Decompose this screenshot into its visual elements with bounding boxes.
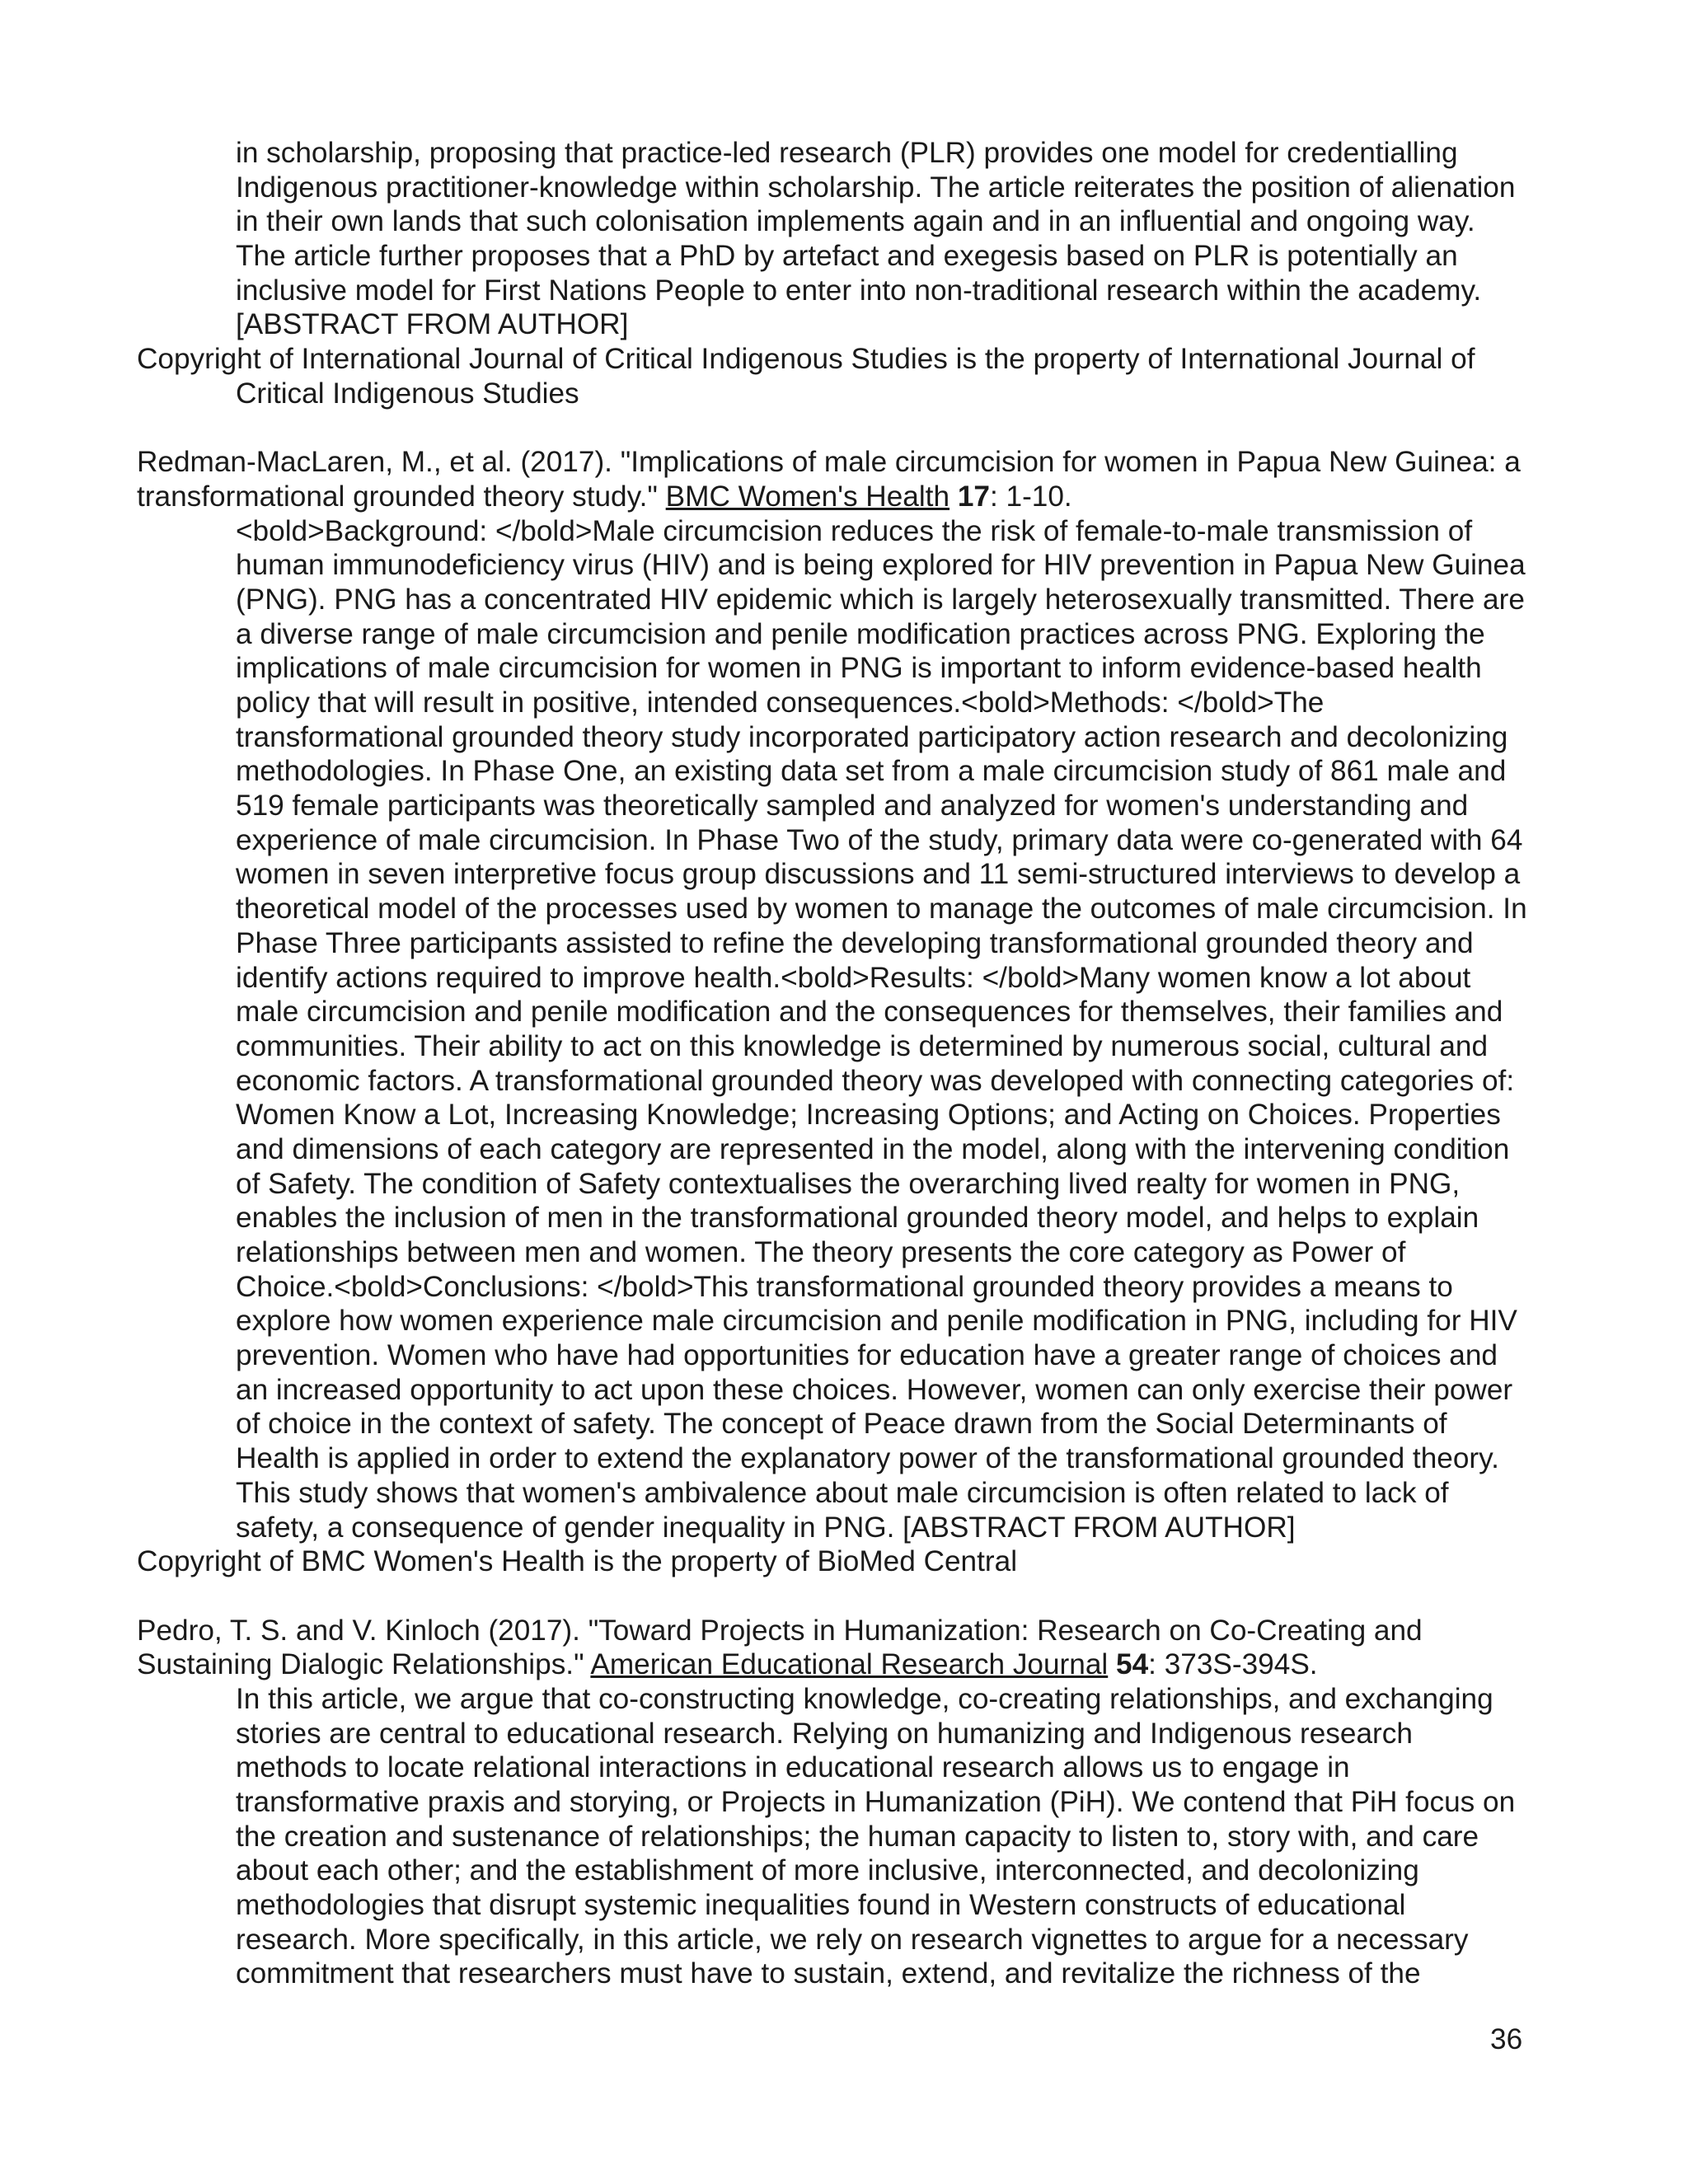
journal-title: BMC Women's Health — [665, 480, 950, 513]
copyright-notice: Copyright of BMC Women's Health is the property of BioMed Central — [137, 1545, 1018, 1578]
abstract-line: <bold>Background: </bold>Male circumcision reduces the risk of female-to-male transmission of — [236, 514, 1473, 547]
abstract-line: methodologies that disrupt systemic inequalities found in Western constructs of educational — [236, 1889, 1406, 1922]
abstract-line: communities. Their ability to act on this knowledge is determined by numerous social, cultural and — [236, 1029, 1489, 1062]
abstract-line: explore how women experience male circumcision and penile modification in PNG, including for HIV — [236, 1305, 1517, 1338]
abstract-line: Indigenous practitioner-knowledge within scholarship. The article reiterates the position of alienation — [236, 171, 1516, 204]
abstract-line: and dimensions of each category are represented in the model, along with the intervening condition — [236, 1132, 1510, 1165]
citation-text: transformational grounded theory study." — [137, 480, 666, 513]
abstract-line: This study shows that women's ambivalence about male circumcision is often related to lack of — [236, 1476, 1449, 1509]
abstract-line: human immunodeficiency virus (HIV) and is being explored for HIV prevention in Papua New Guinea — [236, 549, 1526, 582]
reference-continuation — [137, 136, 1571, 411]
page-number: 36 — [1490, 2023, 1523, 2055]
copyright-notice-continued: Critical Indigenous Studies — [236, 377, 579, 410]
copyright-notice: Copyright of International Journal of Critical Indigenous Studies is the property of International Journal of — [137, 343, 1475, 376]
abstract-line: prevention. Women who have had opportunities for education have a greater range of choices and — [236, 1339, 1498, 1372]
abstract-line: (PNG). PNG has a concentrated HIV epidemic which is largely heterosexually transmitted. There are — [236, 583, 1525, 616]
spacer — [137, 411, 1571, 446]
abstract-line: economic factors. A transformational grounded theory was developed with connecting categories of: — [236, 1064, 1515, 1097]
abstract-line: a diverse range of male circumcision and penile modification practices across PNG. Exploring the — [236, 617, 1485, 650]
abstract-line: relationships between men and women. The theory presents the core category as Power of — [236, 1236, 1406, 1268]
abstract-line: implications of male circumcision for women in PNG is important to inform evidence-based health — [236, 652, 1482, 685]
page-range: : 1-10. — [989, 480, 1072, 513]
abstract-line: male circumcision and penile modification and the consequences for themselves, their families and — [236, 996, 1503, 1029]
citation-space — [1108, 1648, 1116, 1680]
abstract-line: women in seven interpretive focus group discussions and 11 semi-structured interviews to develop a — [236, 858, 1521, 891]
citation-line — [137, 1647, 1571, 1682]
abstract-line: commitment that researchers must have to sustain, extend, and revitalize the richness of the — [236, 1957, 1421, 1990]
abstract-line: transformational grounded theory study incorporated participatory action research and decolonizing — [236, 720, 1508, 753]
abstract-line: [ABSTRACT FROM AUTHOR] — [236, 308, 629, 341]
abstract-line: theoretical model of the processes used by women to manage the outcomes of male circumcision. In — [236, 893, 1527, 926]
abstract-line: policy that will result in positive, intended consequences.<bold>Methods: </bold>The — [236, 687, 1325, 719]
abstract-line: Women Know a Lot, Increasing Knowledge; Increasing Options; and Acting on Choices. Properties — [236, 1099, 1501, 1132]
citation-line: Redman-MacLaren, M., et al. (2017). "Implications of male circumcision for women in Papua New Guinea: a — [137, 446, 1521, 479]
abstract-line: in scholarship, proposing that practice-led research (PLR) provides one model for credentialling — [236, 137, 1458, 169]
abstract-line: an increased opportunity to act upon these choices. However, women can only exercise their power — [236, 1373, 1513, 1406]
abstract-line: In this article, we argue that co-constructing knowledge, co-creating relationships, and exchanging — [236, 1682, 1493, 1715]
document-page — [137, 136, 1571, 1991]
abstract-line: of Safety. The condition of Safety contextualises the overarching lived realty for women in PNG, — [236, 1167, 1461, 1200]
abstract — [137, 1682, 1571, 1991]
abstract-line: 519 female participants was theoretically sampled and analyzed for women's understanding and — [236, 790, 1469, 823]
volume-number: 17 — [957, 480, 990, 513]
abstract-line: the creation and sustenance of relationships; the human capacity to listen to, story with, and care — [236, 1820, 1479, 1853]
citation-space — [950, 480, 958, 513]
abstract-line: methodologies. In Phase One, an existing data set from a male circumcision study of 861 male and — [236, 755, 1507, 788]
abstract-line: identify actions required to improve health.<bold>Results: </bold>Many women know a lot about — [236, 961, 1471, 994]
abstract-line: enables the inclusion of men in the transformational grounded theory model, and helps to explain — [236, 1202, 1479, 1235]
citation-line — [137, 480, 1571, 514]
abstract-line: about each other; and the establishment of more inclusive, interconnected, and decolonizing — [236, 1854, 1419, 1887]
abstract-line: experience of male circumcision. In Phase Two of the study, primary data were co-generated with 64 — [236, 823, 1523, 856]
citation-line: Pedro, T. S. and V. Kinloch (2017). "Toward Projects in Humanization: Research on Co-Creating and — [137, 1614, 1423, 1647]
abstract-line: stories are central to educational research. Relying on humanizing and Indigenous research — [236, 1717, 1413, 1750]
abstract-line: in their own lands that such colonisation implements again and in an influential and ongoing way. — [236, 205, 1475, 238]
abstract-line: of choice in the context of safety. The concept of Peace drawn from the Social Determinants of — [236, 1408, 1447, 1441]
reference-entry-pedro — [137, 1614, 1571, 1992]
page-range: : 373S-394S. — [1148, 1648, 1318, 1681]
citation-text: Sustaining Dialogic Relationships." — [137, 1648, 591, 1681]
reference-entry-redman — [137, 445, 1571, 1579]
abstract-line: methods to locate relational interactions in educational research allows us to engage in — [236, 1751, 1350, 1784]
abstract — [137, 514, 1571, 1545]
abstract-line: Health is applied in order to extend the explanatory power of the transformational grounded theory. — [236, 1442, 1499, 1475]
abstract-line: inclusive model for First Nations People to enter into non-traditional research within the academy. — [236, 274, 1482, 307]
spacer — [137, 1579, 1571, 1614]
abstract-line: research. More specifically, in this article, we rely on research vignettes to argue for a necessary — [236, 1923, 1469, 1956]
abstract-line: safety, a consequence of gender inequality in PNG. [ABSTRACT FROM AUTHOR] — [236, 1511, 1296, 1544]
volume-number: 54 — [1116, 1648, 1149, 1681]
abstract-line: Phase Three participants assisted to refine the developing transformational grounded theory and — [236, 926, 1474, 959]
abstract-line: Choice.<bold>Conclusions: </bold>This transformational grounded theory provides a means to — [236, 1270, 1453, 1303]
abstract-line: The article further proposes that a PhD by artefact and exegesis based on PLR is potentially an — [236, 240, 1458, 273]
abstract-line: transformative praxis and storying, or Projects in Humanization (PiH). We contend that PiH focus on — [236, 1786, 1516, 1818]
abstract-continuation — [137, 136, 1571, 342]
journal-title: American Educational Research Journal — [590, 1648, 1109, 1681]
